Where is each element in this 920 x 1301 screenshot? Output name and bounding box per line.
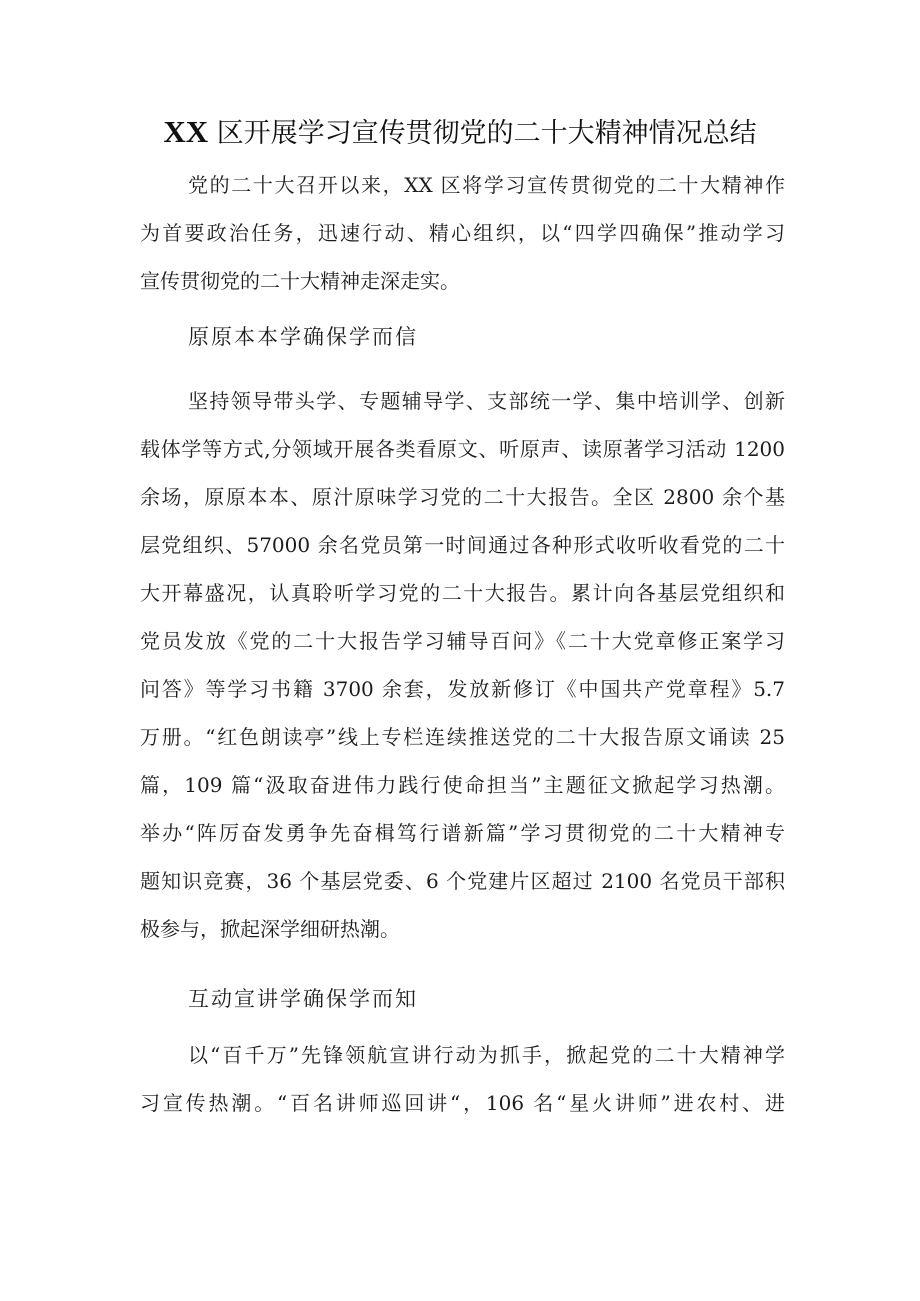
paragraph-line: 党员发放《党的二十大报告学习辅导百问》《二十大党章修正案学习 <box>140 629 785 653</box>
paragraph-line: 大开幕盛况，认真聆听学习党的二十大报告。累计向各基层党组织和 <box>140 581 785 605</box>
section-heading: 互动宣讲学确保学而知 <box>188 987 418 1011</box>
paragraph-line: 篇，109 篇“汲取奋进伟力践行使命担当”主题征文掀起学习热潮。 <box>140 773 785 797</box>
paragraph-line: 万册。“红色朗读亭”线上专栏连续推送党的二十大报告原文诵读 25 <box>140 725 785 749</box>
paragraph-line: 党的二十大召开以来，XX 区将学习宣传贯彻党的二十大精神作 <box>188 173 785 197</box>
paragraph-line: 宣传贯彻党的二十大精神走深走实。 <box>140 269 460 293</box>
paragraph-line: 举办“阵厉奋发勇争先奋楫笃行谱新篇”学习贯彻党的二十大精神专 <box>140 821 785 845</box>
document-title <box>0 114 920 152</box>
paragraph-line: 余场，原原本本、原汁原味学习党的二十大报告。全区 2800 余个基 <box>140 485 785 509</box>
paragraph-line: 坚持领导带头学、专题辅导学、支部统一学、集中培训学、创新 <box>188 389 785 413</box>
title-text: 区开展学习宣传贯彻党的二十大精神情况总结 <box>216 118 757 149</box>
paragraph-line: 以“百千万”先锋领航宣讲行动为抓手，掀起党的二十大精神学 <box>188 1043 785 1067</box>
title-prefix: XX <box>163 114 209 149</box>
paragraph-line: 习宣传热潮。“百名讲师巡回讲“，106 名“星火讲师”进农村、进 <box>140 1091 785 1115</box>
paragraph-line: 题知识竞赛，36 个基层党委、6 个党建片区超过 2100 名党员干部积 <box>140 869 785 893</box>
paragraph-line: 问答》等学习书籍 3700 余套，发放新修订《中国共产党章程》5.7 <box>140 677 785 701</box>
section-heading: 原原本本学确保学而信 <box>188 325 418 349</box>
paragraph-line: 极参与，掀起深学细研热潮。 <box>140 917 400 941</box>
paragraph-line: 载体学等方式,分领域开展各类看原文、听原声、读原著学习活动 1200 <box>140 437 785 461</box>
paragraph-line: 为首要政治任务，迅速行动、精心组织，以“四学四确保”推动学习 <box>140 221 785 245</box>
paragraph-line: 层党组织、57000 余名党员第一时间通过各种形式收听收看党的二十 <box>140 533 785 557</box>
